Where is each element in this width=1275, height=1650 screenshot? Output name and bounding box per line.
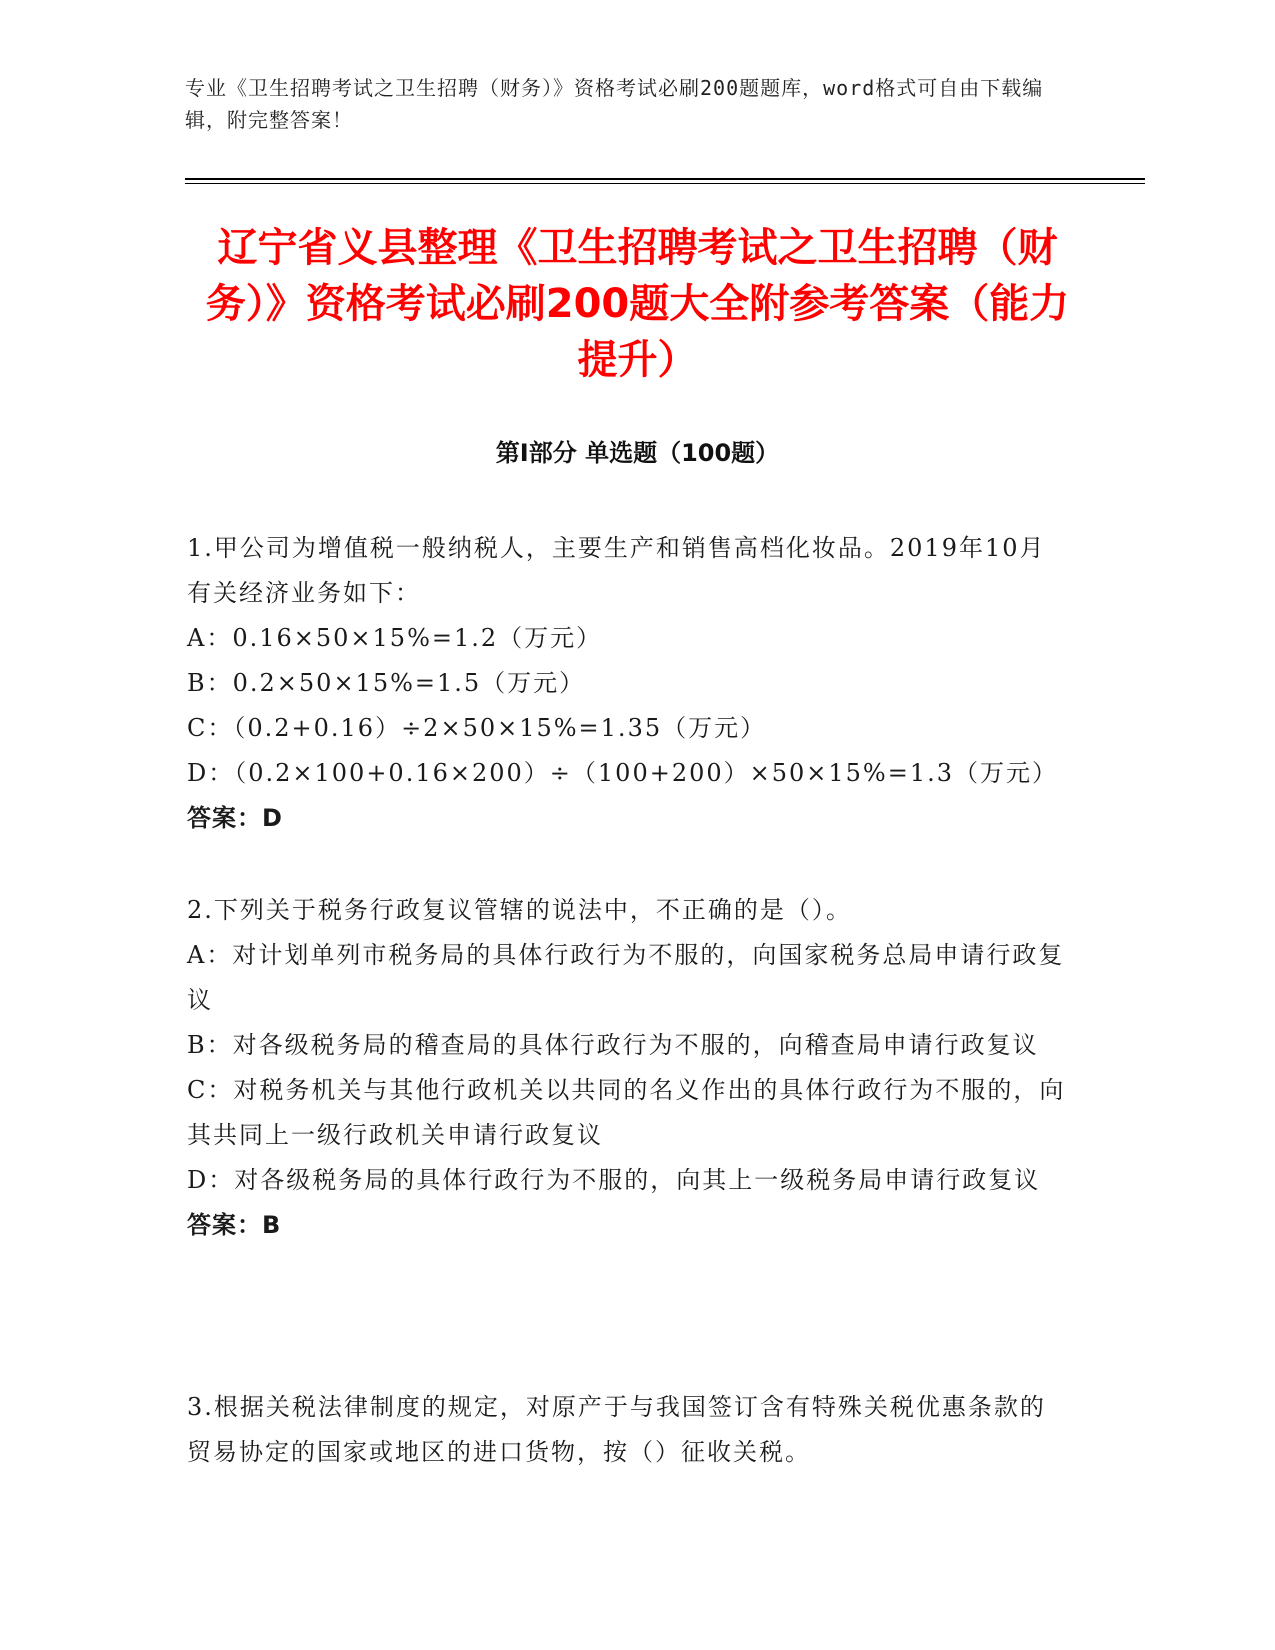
- option-c: C：对税务机关与其他行政机关以共同的名义作出的具体行政行为不服的，向其共同上一级行政机关申请行政复议: [187, 1076, 1066, 1149]
- option-d: D：对各级税务局的具体行政行为不服的，向其上一级税务局申请行政复议: [187, 1166, 1041, 1194]
- question-1: [187, 526, 1067, 841]
- answer: 答案：B: [187, 1211, 282, 1239]
- header-rule-thin: [185, 183, 1145, 184]
- section-title: 第Ⅰ部分 单选题（100题）: [495, 439, 780, 467]
- question-2: [187, 888, 1067, 1248]
- option-b: B：0.2×50×15%=1.5（万元）: [187, 669, 586, 697]
- question-3: [187, 1385, 1067, 1475]
- header-rule-thick: [185, 178, 1145, 180]
- answer: 答案：D: [187, 804, 283, 832]
- header-note: 专业《卫生招聘考试之卫生招聘（财务）》资格考试必刷200题题库，word格式可自由下载编辑，附完整答案！: [185, 76, 1044, 132]
- question-stem: 2.下列关于税务行政复议管辖的说法中，不正确的是（）。: [187, 896, 852, 924]
- option-d: D：（0.2×100+0.16×200）÷（100+200）×50×15%=1.3（万元）: [187, 759, 1059, 787]
- document-title: 辽宁省义县整理《卫生招聘考试之卫生招聘（财务）》资格考试必刷200题大全附参考答案（能力提升）: [205, 225, 1070, 383]
- option-c: C：（0.2+0.16）÷2×50×15%=1.35（万元）: [187, 714, 767, 742]
- option-b: B：对各级税务局的稽查局的具体行政行为不服的，向稽查局申请行政复议: [187, 1031, 1039, 1059]
- question-stem: 1.甲公司为增值税一般纳税人，主要生产和销售高档化妆品。2019年10月有关经济业务如下：: [187, 534, 1046, 607]
- option-a: A：对计划单列市税务局的具体行政行为不服的，向国家税务总局申请行政复议: [187, 941, 1065, 1014]
- question-stem: 3.根据关税法律制度的规定，对原产于与我国签订含有特殊关税优惠条款的贸易协定的国家或地区的进口货物，按（）征收关税。: [187, 1393, 1046, 1466]
- option-a: A：0.16×50×15%=1.2（万元）: [187, 624, 603, 652]
